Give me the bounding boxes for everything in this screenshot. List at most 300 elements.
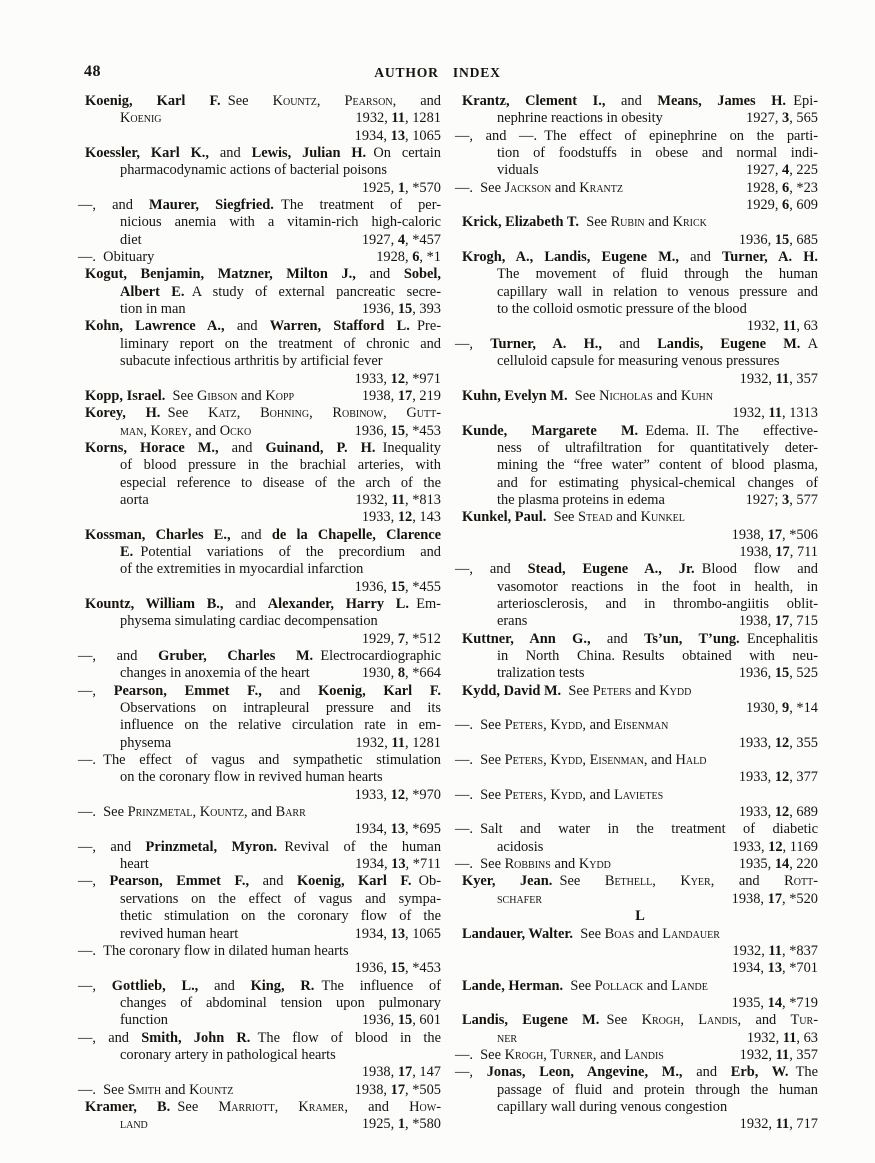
entry-text: and — [209, 145, 252, 162]
entry-line — [120, 769, 441, 786]
cross-reference-name: Marriott, Kramer, — [218, 1098, 348, 1115]
entry-line — [120, 665, 441, 682]
cross-reference-name: Boas — [604, 925, 635, 942]
entry-text: and — [161, 1081, 190, 1098]
entry-text: and — [347, 1098, 410, 1115]
author-name: Krantz, Clement I., — [462, 93, 606, 109]
entry-text: and — [634, 925, 663, 942]
index-entry — [462, 509, 818, 561]
index-entry — [462, 978, 818, 1013]
entry-line — [462, 232, 818, 249]
volume-number: 7 — [397, 630, 406, 647]
author-name: Prinzmetal, Myron. — [145, 838, 278, 855]
entry-text: See — [546, 509, 578, 526]
citation: 1936, 15, *455 — [354, 578, 441, 595]
entry-text: and — [249, 873, 297, 890]
citation: 1932, 11, 1313 — [732, 405, 818, 422]
volume-number: 13 — [390, 925, 406, 942]
entry-text: —, — [455, 335, 491, 352]
index-entry — [85, 440, 441, 527]
cross-reference-name: Kunkel — [640, 509, 685, 526]
citation: 1927, 4, *457 — [361, 231, 441, 248]
citation: 1932, 11, 357 — [739, 370, 818, 387]
entry-text: Encephalitis — [739, 630, 818, 647]
entry-line — [455, 1064, 818, 1081]
entry-line — [497, 440, 818, 457]
cross-reference-name: Tur- — [790, 1012, 818, 1029]
entry-text: Observations on intrapleural pressure and its — [120, 700, 441, 717]
entry-text: changes of abdominal tension upon pulmonary — [120, 994, 441, 1011]
volume-number: 13 — [391, 856, 406, 873]
index-entry — [455, 1064, 818, 1133]
entry-text: —. See — [455, 856, 505, 873]
citation: 1936, 15, 685 — [738, 231, 818, 248]
entry-text: —. Salt and water in the treatment of diabetic — [455, 821, 818, 838]
cross-reference-name: Prinzmetal, Kountz, — [127, 804, 248, 821]
index-entry — [462, 214, 818, 249]
index-entry — [455, 856, 818, 873]
citation: 1933, 12, *971 — [354, 370, 441, 387]
entry-text: —, and — [78, 648, 159, 664]
author-name: Koenig, Karl F. — [85, 93, 221, 109]
author-name: Kopp, Israel. — [85, 387, 166, 404]
entry-text: ness of ultrafiltration for quantitatively deter- — [497, 439, 818, 456]
entry-line — [85, 405, 441, 422]
cross-reference-name: Pearson — [344, 93, 393, 109]
volume-number: 12 — [390, 786, 406, 803]
volume-number: 17 — [390, 1081, 406, 1098]
entry-line — [455, 1047, 818, 1064]
entry-line — [497, 648, 818, 665]
entry-line — [85, 821, 441, 838]
volume-number: 1 — [397, 1116, 406, 1133]
entry-text: and — [596, 1046, 625, 1063]
entry-line — [85, 631, 441, 648]
entry-line — [120, 336, 441, 353]
entry-line — [462, 527, 818, 544]
index-entry — [85, 1099, 441, 1134]
author-name: Maurer, Siegfried. — [149, 197, 274, 214]
citation: 1932, 11, *837 — [732, 942, 818, 959]
cross-reference-name: Landis — [624, 1046, 664, 1063]
volume-number: 17 — [397, 1064, 413, 1081]
entry-line — [497, 1099, 818, 1116]
cross-reference-name: Ocko — [219, 422, 252, 439]
entry-text — [120, 665, 310, 682]
page-number: 48 — [84, 63, 101, 80]
entry-line — [120, 995, 441, 1012]
author-name: Ts’un, T’ung. — [644, 630, 740, 647]
entry-line — [462, 735, 818, 752]
entry-text: thetic stimulation on the coronary flow of the — [120, 908, 441, 925]
entry-text: diet — [120, 231, 142, 248]
cross-reference-name: Krantz — [579, 179, 623, 196]
volume-number: 12 — [390, 370, 406, 387]
entry-line — [120, 475, 441, 492]
entry-text: and — [741, 1012, 791, 1029]
entry-text: and — [644, 214, 673, 231]
index-entry — [78, 682, 441, 752]
volume-number: 9 — [782, 700, 790, 717]
entry-line — [462, 371, 818, 388]
entry-text: and — [355, 266, 404, 283]
entry-line — [120, 214, 441, 231]
entry-text: and — [590, 630, 645, 647]
entry-line — [85, 1099, 441, 1116]
entry-line — [497, 475, 818, 492]
citation: 1932, 11, *813 — [355, 491, 441, 508]
entry-text: —, and — [78, 838, 146, 855]
author-name: Kyer, Jean. — [462, 873, 553, 890]
entry-line — [462, 1012, 818, 1029]
index-entry — [78, 249, 441, 266]
cross-reference-name: Kountz — [272, 93, 317, 109]
entry-line — [120, 613, 441, 630]
index-entry — [455, 786, 818, 822]
index-entry — [462, 926, 818, 978]
citation: 1930, 9, *14 — [746, 700, 818, 717]
author-name: Korey, H. — [85, 405, 161, 422]
index-entry — [78, 873, 441, 942]
entry-line — [78, 683, 441, 700]
entry-line — [455, 787, 818, 804]
cross-reference-name: ner — [497, 1029, 517, 1046]
citation: 1934, 13, 1065 — [354, 127, 441, 144]
entry-line — [462, 214, 818, 231]
volume-number: 15 — [390, 960, 406, 977]
citation: 1930, 8, *664 — [361, 665, 441, 682]
citation: 1932, 11, 357 — [739, 1046, 818, 1063]
entry-line — [497, 891, 818, 908]
page-header — [0, 63, 875, 83]
cross-reference-name: land — [120, 1116, 148, 1133]
cross-reference-name: Rubin — [610, 214, 645, 231]
citation: 1925, 1, *570 — [361, 179, 441, 196]
citation: 1933, 12, 355 — [738, 734, 818, 751]
entry-text: servations on the effect of vagus and sympa- — [120, 890, 441, 907]
entry-line — [120, 457, 441, 474]
index-entry — [462, 423, 818, 510]
entry-text: and — [647, 752, 676, 769]
entry-text: —. See — [78, 1081, 128, 1098]
volume-number: 17 — [767, 890, 783, 907]
cross-reference-name: Smith — [127, 1081, 162, 1098]
entry-line — [120, 561, 441, 578]
cross-reference-name: man, Korey, — [120, 422, 192, 439]
entry-line — [497, 613, 818, 630]
citation: 1933, 12, *970 — [354, 786, 441, 803]
entry-text: See — [170, 1098, 219, 1115]
volume-number: 1 — [397, 179, 406, 196]
entry-line — [120, 110, 441, 127]
volume-number: 12 — [774, 769, 790, 786]
entry-text: The — [788, 1064, 818, 1081]
entry-text — [497, 839, 543, 856]
entry-text: and — [218, 439, 266, 456]
cross-reference-name: Krick — [672, 214, 707, 231]
entry-text: —. See — [455, 786, 505, 803]
cross-reference-name: Nicholas — [599, 387, 653, 404]
author-name: Kramer, B. — [85, 1098, 171, 1115]
cross-reference-name: Koenig — [120, 110, 162, 127]
entry-line — [120, 908, 441, 925]
entry-line — [85, 527, 441, 544]
entry-line — [462, 388, 818, 405]
index-entry — [85, 388, 441, 405]
index-entry — [455, 1046, 818, 1064]
entry-text: Ob- — [411, 873, 441, 890]
entry-text: , and — [392, 93, 442, 109]
entry-line — [462, 249, 818, 266]
entry-text: and — [682, 1064, 731, 1081]
entry-line — [462, 544, 818, 561]
citation: 1932, 11, 717 — [739, 1116, 818, 1133]
author-name: Turner, A. H. — [722, 249, 818, 266]
right-column — [455, 93, 818, 1134]
entry-text — [455, 180, 623, 197]
entry-text — [120, 1012, 168, 1029]
index-columns — [78, 93, 818, 1134]
cross-reference-name: Jackson — [504, 179, 552, 196]
entry-line — [85, 509, 441, 526]
volume-number: 8 — [397, 665, 406, 682]
entry-text — [120, 301, 186, 318]
index-entry — [78, 942, 441, 978]
cross-reference-name: Pollack — [594, 977, 644, 994]
entry-text: physema simulating cardiac decompensation — [120, 613, 378, 630]
entry-text: and — [714, 873, 785, 890]
citation: 1928, 6, *23 — [746, 179, 818, 196]
author-name: King, R. — [250, 977, 315, 994]
entry-text: physema — [120, 734, 172, 751]
entry-text: Pre- — [409, 318, 441, 335]
entry-text: and — [585, 717, 614, 734]
volume-number: 11 — [768, 942, 783, 959]
entry-text: and — [237, 387, 266, 404]
page-title: AUTHOR INDEX — [374, 65, 501, 80]
entry-text: and — [550, 856, 579, 873]
entry-text: in North China. Results obtained with neu- — [497, 648, 818, 664]
entry-text: and — [643, 977, 672, 994]
author-name: Jonas, Leon, Angevine, M., — [486, 1064, 683, 1081]
entry-line — [497, 1030, 818, 1047]
entry-line — [85, 93, 441, 110]
entry-line — [78, 839, 441, 856]
volume-number: 14 — [774, 856, 790, 873]
section-letter: L — [635, 908, 645, 925]
author-name: de la Chapelle, Clarence — [271, 526, 441, 543]
citation: 1936, 15, 525 — [738, 665, 818, 682]
entry-text — [120, 926, 238, 943]
citation: 1928, 6, *1 — [376, 249, 441, 266]
entry-text — [497, 492, 665, 509]
author-name: Guinand, P. H. — [265, 439, 376, 456]
author-name: Turner, A. H., — [490, 335, 602, 352]
entry-line — [78, 873, 441, 890]
entry-text: Edema. II. The effective- — [638, 422, 818, 439]
cross-reference-name: Lande — [671, 977, 708, 994]
entry-line — [462, 1116, 818, 1133]
entry-text — [78, 249, 154, 266]
entry-text: The movement of fluid through the human — [497, 266, 818, 283]
cross-reference-name: Peters — [592, 682, 632, 699]
entry-text: erans — [497, 613, 528, 630]
entry-text — [78, 1082, 233, 1099]
entry-line — [462, 960, 818, 977]
entry-line — [85, 266, 441, 283]
entry-text: tion of foodstuffs in obese and normal indi- — [497, 145, 818, 162]
cross-reference-name: Gibson — [196, 387, 238, 404]
entry-line — [120, 1047, 441, 1064]
entry-line — [120, 301, 441, 318]
entry-text: and — [678, 249, 723, 266]
entry-text: , — [316, 93, 345, 109]
entry-line — [78, 1030, 441, 1047]
index-entry — [455, 752, 818, 787]
entry-line — [462, 423, 818, 440]
entry-line — [455, 128, 818, 145]
entry-text: subacute infectious arthritis by artificial fever — [120, 353, 383, 370]
citation: 1933, 12, 1169 — [732, 838, 818, 855]
entry-text: Epi- — [786, 93, 818, 109]
volume-number: 13 — [767, 960, 783, 977]
entry-line — [455, 561, 818, 578]
cross-reference-name: Peters, Kydd, — [504, 786, 586, 803]
volume-number: 15 — [390, 422, 406, 439]
entry-line — [462, 873, 818, 890]
entry-text: viduals — [497, 162, 539, 179]
entry-line — [78, 249, 441, 266]
entry-line — [78, 752, 441, 769]
entry-line — [497, 145, 818, 162]
index-entry — [78, 197, 441, 249]
entry-text: changes in anoxemia of the heart — [120, 665, 310, 682]
entry-text: See — [563, 977, 595, 994]
entry-line — [120, 492, 441, 509]
entry-text: Revival of the human — [277, 838, 442, 855]
entry-line — [455, 752, 818, 769]
entry-line — [462, 405, 818, 422]
entry-text: —, and — [78, 197, 150, 214]
index-entry — [78, 648, 441, 683]
citation: 1932, 11, 63 — [746, 1029, 818, 1046]
entry-line — [78, 804, 441, 821]
entry-line — [497, 457, 818, 474]
entry-text — [85, 388, 294, 405]
entry-text: —. See — [455, 752, 505, 769]
entry-text: —, — [78, 682, 114, 699]
author-name: Kogut, Benjamin, Matzner, Milton J., — [85, 266, 356, 283]
cross-reference-name: Krogh, Landis, — [641, 1012, 742, 1029]
entry-text: See — [220, 93, 273, 109]
citation: 1925, 1, *580 — [361, 1116, 441, 1133]
cross-reference-name: Bethell, Kyer, — [604, 873, 715, 890]
entry-text: —, — [78, 873, 110, 890]
author-name: Erb, W. — [730, 1064, 789, 1081]
entry-line — [85, 371, 441, 388]
volume-number: 12 — [397, 509, 413, 526]
entry-text — [120, 423, 251, 440]
citation: 1932, 11, 1281 — [355, 110, 441, 127]
citation: 1934, 13, *711 — [355, 856, 441, 873]
index-entry — [462, 93, 818, 128]
entry-text: and — [605, 93, 658, 109]
entry-line — [120, 1012, 441, 1029]
volume-number: 6 — [412, 249, 420, 266]
entry-text: especial reference to disease of the arch of the — [120, 474, 441, 491]
entry-text: A — [800, 335, 818, 352]
citation: 1927; 3, 577 — [745, 491, 818, 508]
entry-text: vasomotor reactions in the foot in health, in — [497, 578, 818, 595]
author-name: Koenig, Karl F. — [296, 873, 412, 890]
citation: 1938, 17, 147 — [361, 1064, 441, 1081]
volume-number: 15 — [397, 301, 413, 318]
entry-line — [455, 856, 818, 873]
index-entry — [462, 249, 818, 336]
author-name: Kossman, Charles E., — [85, 526, 231, 543]
index-entry — [85, 93, 441, 145]
volume-number: 11 — [391, 491, 406, 508]
author-name: Pearson, Emmet F., — [109, 873, 250, 890]
entry-text: A study of external pancreatic secre- — [184, 283, 441, 300]
entry-line — [497, 284, 818, 301]
entry-line — [462, 509, 818, 526]
author-name: Means, James H. — [657, 93, 787, 109]
entry-text: The influence of — [314, 977, 441, 994]
cross-reference-name: Kountz — [189, 1081, 234, 1098]
volume-number: 14 — [767, 994, 783, 1011]
entry-text: heart — [120, 856, 149, 873]
entry-line — [78, 1082, 441, 1099]
entry-text: and — [261, 682, 319, 699]
author-name: Pearson, Emmet F., — [113, 682, 262, 699]
entry-text: See — [599, 1012, 642, 1029]
entry-text: The flow of blood in the — [250, 1029, 441, 1046]
author-name: Kountz, William B., — [85, 595, 224, 612]
entry-text: of blood pressure in the brachial arteries, with — [120, 457, 441, 474]
entry-line — [120, 717, 441, 734]
entry-line — [85, 596, 441, 613]
author-name: Kunkel, Paul. — [462, 509, 547, 526]
entry-text: arteriosclerosis, and in thrombo-angiitis oblit- — [497, 595, 818, 612]
entry-line — [120, 423, 441, 440]
volume-number: 11 — [775, 1046, 790, 1063]
entry-text: and — [198, 977, 251, 994]
entry-line — [497, 596, 818, 613]
citation: 1933, 12, 143 — [361, 509, 441, 526]
entry-text — [120, 735, 171, 752]
index-entry — [85, 405, 441, 440]
entry-line — [85, 579, 441, 596]
entry-text: —, and — [455, 561, 528, 578]
entry-line — [497, 492, 818, 509]
volume-number: 12 — [768, 838, 783, 855]
entry-text: On certain — [366, 145, 441, 162]
citation: 1934, 13, *695 — [354, 821, 441, 838]
volume-number: 4 — [397, 231, 406, 248]
entry-text: —. See — [455, 179, 505, 196]
author-name: Krogh, A., Landis, Eugene M., — [462, 249, 679, 266]
cross-reference-name: Krogh, Turner, — [504, 1046, 597, 1063]
index-entry — [455, 127, 818, 180]
entry-line — [462, 926, 818, 943]
volume-number: 6 — [782, 197, 790, 214]
entry-line — [462, 700, 818, 717]
entry-line — [462, 943, 818, 960]
entry-line — [120, 284, 441, 301]
entry-text: and — [652, 387, 681, 404]
entry-line — [85, 318, 441, 335]
